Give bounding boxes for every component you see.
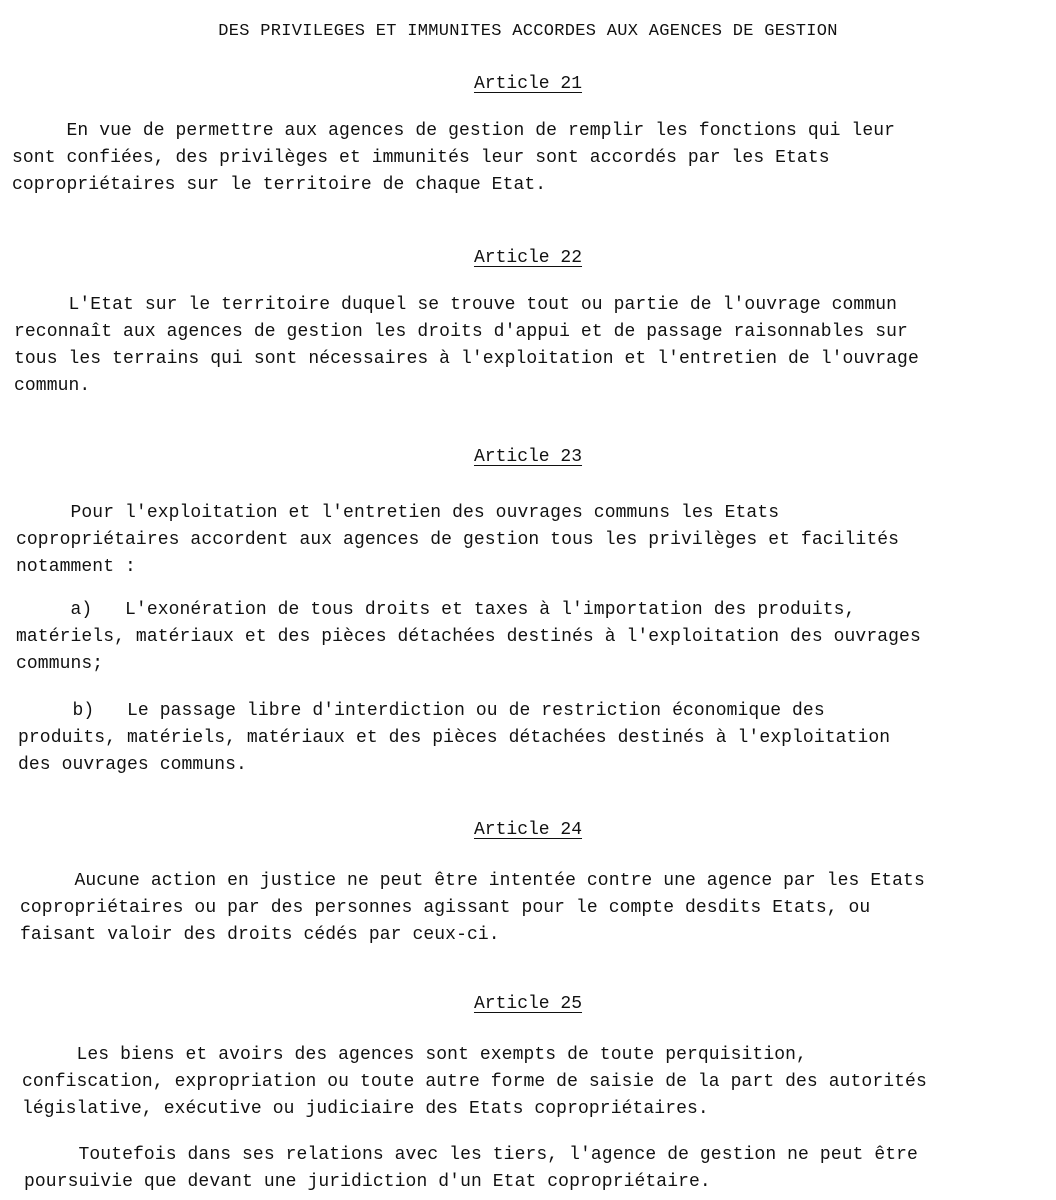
article-25-paragraph-1	[22, 1042, 927, 1123]
text-line: matériels, matériaux et des pièces détachées destinés à l'exploitation des ouvrages	[16, 627, 921, 647]
text-line: produits, matériels, matériaux et des pièces détachées destinés à l'exploitation	[18, 728, 891, 748]
text-line: Les biens et avoirs des agences sont exempts de toute perquisition,	[22, 1045, 807, 1065]
text-line: notamment :	[16, 557, 136, 577]
text-line: En vue de permettre aux agences de gestion de remplir les fonctions qui leur	[12, 121, 896, 141]
article-22-paragraph-1	[14, 292, 919, 400]
text-line: communs;	[16, 654, 104, 674]
text-line: L'Etat sur le territoire duquel se trouve tout ou partie de l'ouvrage commun	[14, 295, 898, 315]
text-line: commun.	[14, 376, 91, 396]
article-24-title: Article 24	[473, 820, 583, 840]
article-24-paragraph-1	[20, 868, 925, 949]
text-line: des ouvrages communs.	[18, 755, 247, 775]
article-22-title: Article 22	[473, 248, 583, 268]
text-line: reconnaît aux agences de gestion les droits d'appui et de passage raisonnables sur	[14, 322, 908, 342]
text-line: b) Le passage libre d'interdiction ou de restriction économique des	[18, 701, 825, 721]
text-line: poursuivie que devant une juridiction d'un Etat copropriétaire.	[24, 1172, 711, 1192]
document-heading: DES PRIVILEGES ET IMMUNITES ACCORDES AUX AGENCES DE GESTION	[218, 22, 838, 41]
text-line: copropriétaires ou par des personnes agissant pour le compte desdits Etats, ou	[20, 898, 871, 918]
article-23-paragraph-1	[16, 500, 899, 581]
article-23-title: Article 23	[473, 447, 583, 467]
text-line: copropriétaires sur le territoire de chaque Etat.	[12, 175, 547, 195]
article-25-paragraph-2	[24, 1142, 918, 1196]
text-line: faisant valoir des droits cédés par ceux-ci.	[20, 925, 500, 945]
text-line: Toutefois dans ses relations avec les tiers, l'agence de gestion ne peut être	[24, 1145, 918, 1165]
text-line: confiscation, expropriation ou toute autre forme de saisie de la part des autorités	[22, 1072, 927, 1092]
article-21-title: Article 21	[473, 74, 583, 94]
text-line: Pour l'exploitation et l'entretien des ouvrages communs les Etats	[16, 503, 780, 523]
text-line: Aucune action en justice ne peut être intentée contre une agence par les Etats	[20, 871, 925, 891]
article-23-item-a	[16, 597, 921, 678]
article-25-title: Article 25	[473, 994, 583, 1014]
article-21-paragraph-1	[12, 118, 895, 199]
text-line: tous les terrains qui sont nécessaires à l'exploitation et l'entretien de l'ouvrage	[14, 349, 919, 369]
text-line: législative, exécutive ou judiciaire des Etats copropriétaires.	[22, 1099, 709, 1119]
article-23-item-b	[18, 698, 890, 779]
text-line: sont confiées, des privilèges et immunités leur sont accordés par les Etats	[12, 148, 830, 168]
text-line: a) L'exonération de tous droits et taxes à l'importation des produits,	[16, 600, 856, 620]
text-line: copropriétaires accordent aux agences de gestion tous les privilèges et facilités	[16, 530, 900, 550]
